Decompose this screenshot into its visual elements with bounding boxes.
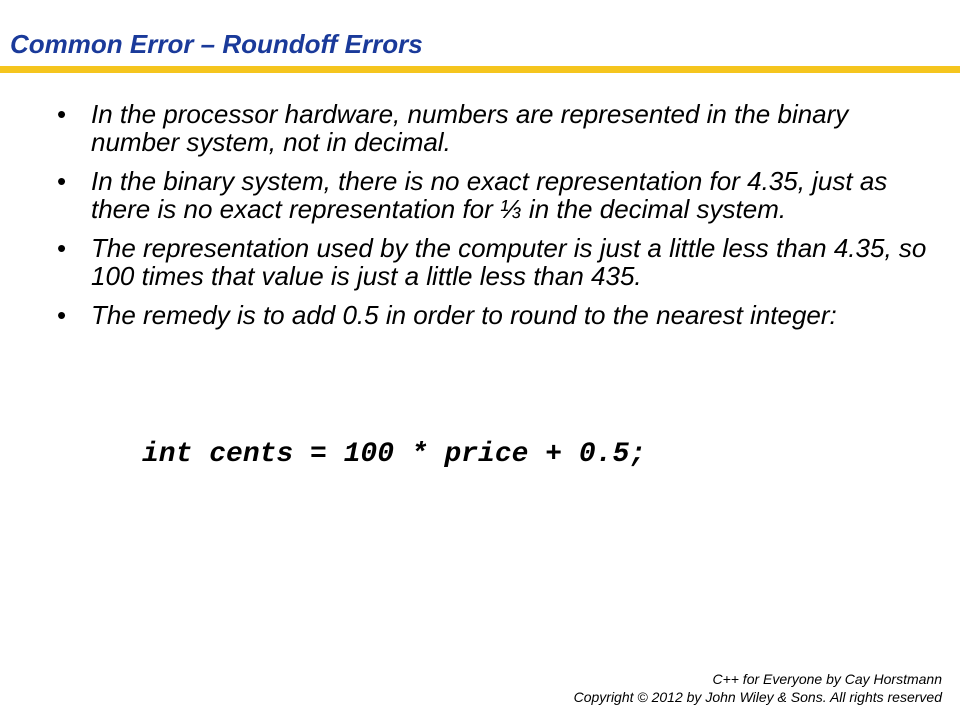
footer-copyright: Copyright © 2012 by John Wiley & Sons. All rights reserved: [573, 689, 942, 705]
footer-credits: [574, 670, 942, 706]
title-underline-bar: [0, 66, 960, 73]
slide-title: Common Error – Roundoff Errors: [10, 29, 423, 59]
bullet-text: In the processor hardware, numbers are represented in the binary number system, not in decimal.: [91, 99, 849, 157]
bullet-icon: •: [57, 166, 67, 196]
bullet-item: [57, 234, 937, 290]
bullet-text: The remedy is to add 0.5 in order to round to the nearest integer:: [91, 300, 837, 330]
bullet-icon: •: [57, 233, 67, 263]
bullet-icon: •: [57, 300, 67, 330]
bullet-text: The representation used by the computer is just a little less than 4.35, so 100 times that value is just a little less than 435.: [91, 233, 927, 291]
code-snippet: int cents = 100 * price + 0.5;: [142, 439, 647, 470]
bullet-item: [57, 301, 937, 329]
footer-book-credit: C++ for Everyone by Cay Horstmann: [712, 671, 942, 687]
bullet-text: In the binary system, there is no exact representation for 4.35, just as there is no exact representation for ⅓ in the decimal system.: [91, 166, 888, 224]
bullet-list: [57, 100, 937, 340]
bullet-item: [57, 100, 937, 156]
bullet-item: [57, 167, 937, 223]
bullet-icon: •: [57, 99, 67, 129]
